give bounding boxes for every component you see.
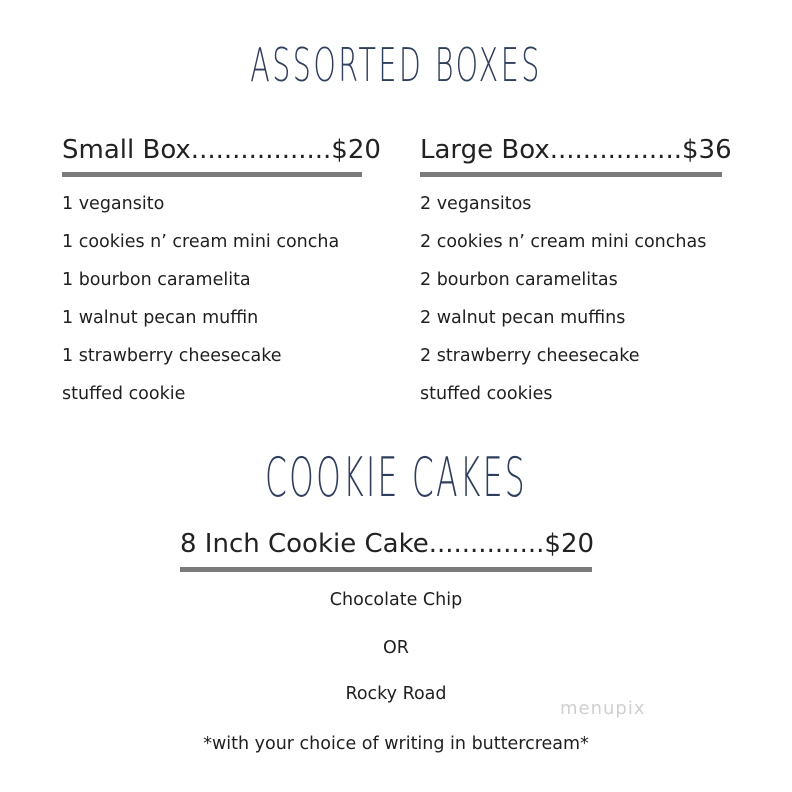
menupix-watermark: menupix <box>560 698 646 719</box>
list-item: 2 bourbon caramelitas <box>420 270 618 290</box>
large-box-section <box>420 134 740 413</box>
cookie-cakes-heading: COOKIE CAKES <box>264 446 528 509</box>
assorted-boxes-heading: ASSORTED BOXES <box>250 38 542 92</box>
flavor-chocolate-chip: Chocolate Chip <box>329 590 463 610</box>
list-item: 2 cookies n’ cream mini conchas <box>420 232 707 252</box>
small-box-divider <box>62 172 362 177</box>
cookie-cake-divider <box>180 567 592 572</box>
list-item: 2 strawberry cheesecake <box>420 346 640 366</box>
large-box-divider <box>420 172 722 177</box>
list-item: 1 strawberry cheesecake <box>62 346 282 366</box>
large-box-title: Large Box................$36 <box>420 135 732 165</box>
list-item: 2 walnut pecan muffins <box>420 308 626 328</box>
flavor-or-separator: OR <box>383 638 409 658</box>
small-box-item-list <box>62 185 362 413</box>
list-item: 2 vegansitos <box>420 194 532 214</box>
list-item: 1 walnut pecan muffin <box>62 308 259 328</box>
small-box-section <box>62 134 381 413</box>
flavor-rocky-road: Rocky Road <box>345 684 447 704</box>
list-item: 1 vegansito <box>62 194 165 214</box>
buttercream-footnote: *with your choice of writing in buttercream* <box>203 734 589 754</box>
large-box-item-list <box>420 185 740 413</box>
small-box-title: Small Box.................$20 <box>62 135 381 165</box>
list-item: stuffed cookies <box>420 384 553 404</box>
list-item: 1 cookies n’ cream mini concha <box>62 232 340 252</box>
list-item: 1 bourbon caramelita <box>62 270 251 290</box>
cookie-cake-title: 8 Inch Cookie Cake..............$20 <box>180 529 595 559</box>
list-item: stuffed cookie <box>62 384 186 404</box>
